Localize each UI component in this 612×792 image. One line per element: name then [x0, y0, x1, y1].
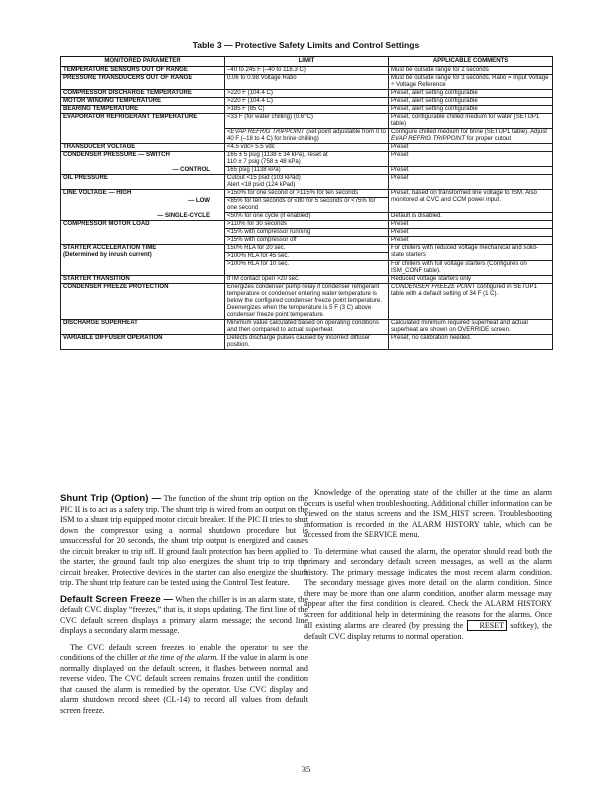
table-row	[61, 144, 553, 152]
comment-cell: Preset, no calibration needed.	[389, 335, 553, 350]
param-cell: CONDENSER PRESSURE — SWITCH	[61, 152, 225, 167]
limit-cell	[225, 129, 389, 144]
table-row	[61, 67, 553, 75]
comment-cell: For chillers with full voltage starters (Configures on ISM_CONF table).	[389, 261, 553, 276]
header-applicable-comments: APPLICABLE COMMENTS	[389, 57, 553, 67]
limit-cell: <4.5 vdc> 5.5 vdc	[225, 144, 389, 152]
page-number: 35	[301, 764, 311, 774]
table-title: Table 3 — Protective Safety Limits and Control Settings	[192, 40, 420, 50]
param-cell: BEARING TEMPERATURE	[61, 106, 225, 114]
table-row	[61, 245, 553, 253]
limit-cell	[225, 152, 389, 167]
param-cell: OIL PRESSURE	[61, 175, 225, 190]
param-cell: DISCHARGE SUPERHEAT	[61, 320, 225, 335]
limit-cell: >220 F (104.4 C)	[225, 98, 389, 106]
determine-text: softkey), the default CVC display returns to normal operation.	[304, 621, 552, 641]
table-row	[61, 335, 553, 350]
comment-cell: Preset	[389, 229, 553, 237]
param-cell: MOTOR WINDING TEMPERATURE	[61, 98, 225, 106]
determine-paragraph	[304, 547, 552, 643]
limit-line: Alert <18 psid (124 kPad)	[227, 182, 296, 188]
table-row	[61, 106, 553, 114]
table-row	[61, 90, 553, 98]
limit-cell: >110% for 30 seconds	[225, 221, 389, 229]
param-cell: COMPRESSOR MOTOR LOAD	[61, 221, 225, 245]
body-column-right	[304, 488, 552, 648]
comment-text: for proper cutout	[465, 136, 512, 142]
limit-cell: 0.06 to 0.98 Voltage Ratio	[225, 75, 389, 90]
comment-cell: Preset, alert setting configurable	[389, 106, 553, 114]
comment-cell: Reduced voltage starters only	[389, 276, 553, 284]
param-cell: — LOW	[61, 198, 225, 213]
determine-text: To determine what caused the alarm, the operator should read both the primary and secondary default screen messages, as well as the alarm history. The primary message indicates the most recent alarm condition. The secondary message gives more detail on the alarm condition. Since there may be more than one alarm condition, another alarm message may appear after the first condition is cleared. Check the ALARM HISTORY screen for additional help in determining the reasons for the alarms. Once all existing alarms are cleared (by pressing the	[304, 546, 552, 630]
reset-softkey: RESET	[467, 620, 507, 631]
limit-cell: If IM contact open >20 sec.	[225, 276, 389, 284]
default-freeze-text: When the chiller is in an alarm state, the default CVC display “freezes,” that is, it stops updating. The first line of the CVC default screen displays a primary alarm message; the second line displays a secondary alarm message.	[60, 594, 308, 635]
limit-cell: –40 to 245 F (–40 to 118.3 C)	[225, 67, 389, 75]
comment-cell: Default is disabled.	[389, 213, 553, 221]
comment-cell: Preset, alert setting configurable	[389, 98, 553, 106]
comment-text: configured in SETUP1 table with a default setting of 34 F (1 C).	[391, 284, 537, 297]
table-row	[61, 75, 553, 90]
limit-cell: <50% for one cycle (if enabled)	[225, 213, 389, 221]
param-cell: TRANSDUCER VOLTAGE	[61, 144, 225, 152]
limit-cell: >150% for one second or >115% for ten seconds	[225, 190, 389, 198]
param-cell: — SINGLE-CYCLE	[61, 213, 225, 221]
protective-safety-limits-table	[60, 56, 553, 350]
comment-text: Configure chilled medium for brine (SETUP1 table). Adjust	[391, 129, 547, 135]
cvc-freeze-italic: at the time of the alarm.	[139, 653, 219, 662]
table-row	[61, 114, 553, 129]
comment-cell: Must be outside range for 3 seconds. Ratio = Input Voltage ÷ Voltage Reference	[389, 75, 553, 90]
table-row	[61, 167, 553, 175]
table-row	[61, 98, 553, 106]
table-row	[61, 175, 553, 190]
comment-cell: Preset, based on transformed line voltage to ISM. Also monitored at CVC and CCM power input.	[389, 190, 553, 213]
table-row	[61, 213, 553, 221]
comment-cell: Preset	[389, 237, 553, 245]
comment-cell: Preset	[389, 221, 553, 229]
limit-line: Cutout <15 psid (103 kPad)	[227, 175, 301, 181]
param-cell: TEMPERATURE SENSORS OUT OF RANGE	[61, 67, 225, 75]
limit-cell: <85% for ten seconds or ≤80 for 5 seconds or <75% for one second	[225, 198, 389, 213]
cvc-freeze-text: If the value in alarm is one normally displayed on the default screen, it flashes between normal and reverse video. The CVC default screen remains frozen until the condition that caused the alarm is remedied by the operator. Use CVC display and alarm shutdown record sheet (CL-14) to record all values from default screen freeze.	[60, 653, 308, 715]
limit-cell	[225, 175, 389, 190]
condenser-freeze-point-term: CONDENSER FREEZE POINT	[391, 284, 476, 290]
param-cell: — CONTROL	[61, 167, 225, 175]
param-cell: STARTER TRANSITION	[61, 276, 225, 284]
param-cell: EVAPORATOR REFRIGERANT TEMPERATURE	[61, 114, 225, 144]
limit-cell: 165 psig (1138 kPa)	[225, 167, 389, 175]
param-cell: LINE VOLTAGE — HIGH	[61, 190, 225, 198]
comment-cell: Preset	[389, 144, 553, 152]
table-header-row	[61, 57, 553, 67]
body-column-left	[60, 488, 308, 722]
limit-cell: >15% with compressor off	[225, 237, 389, 245]
evap-refrig-trippoint-term: EVAP REFRIG TRIPPOINT	[391, 136, 466, 142]
param-cell	[61, 245, 225, 276]
table-row	[61, 152, 553, 167]
evap-refrig-trippoint-term: <EVAP REFRIG TRIPPOINT	[227, 129, 305, 135]
comment-cell: For chillers with reduced voltage mechanical and solid-state starters	[389, 245, 553, 261]
comment-cell: Preset	[389, 167, 553, 175]
param-cell: COMPRESSOR DISCHARGE TEMPERATURE	[61, 90, 225, 98]
comment-cell: Preset, configurable chilled medium for water (SETUP1 table)	[389, 114, 553, 129]
limit-cell: Detects discharge pulses caused by incorrect diffuser position.	[225, 335, 389, 350]
limit-text: (set point adjustable from 0 to 40 F (–18 to 4 C) for brine chilling)	[227, 129, 386, 142]
cvc-freeze-text: The CVC default screen freezes to enable the operator to see the conditions of the chiller	[60, 642, 308, 662]
param-cell: CONDENSER FREEZE PROTECTION	[61, 284, 225, 320]
comment-cell: Preset	[389, 152, 553, 167]
limit-cell: >100% RLA for 45 sec.	[225, 253, 389, 261]
limit-cell: Energizes condenser pump relay if condenser refrigerant temperature or condenser entering water temperature is below the configured condenser freeze point temperature. Deenergizes when the temperature is 5 F (3 C) above condenser freeze point temperature.	[225, 284, 389, 320]
param-line: (Determined by inrush current)	[63, 252, 152, 258]
table-row	[61, 284, 553, 320]
table-row	[61, 320, 553, 335]
param-cell: VARIABLE DIFFUSER OPERATION	[61, 335, 225, 350]
default-freeze-heading: Default Screen Freeze —	[60, 593, 174, 605]
cvc-freeze-paragraph	[60, 643, 308, 717]
limit-cell: >220 F (104.4 C)	[225, 90, 389, 98]
limit-line: 165 ± 5 psig (1138 ± 34 kPa), reset at	[227, 152, 328, 158]
limit-cell: 150% RLA for 20 sec.	[225, 245, 389, 253]
table-row	[61, 221, 553, 229]
comment-cell: Calculated minimum required superheat and actual superheat are shown on OVERRIDE screen.	[389, 320, 553, 335]
comment-cell: Preset, alert setting configurable	[389, 90, 553, 98]
limit-cell: >100% RLA for 10 sec.	[225, 261, 389, 276]
comment-cell	[389, 129, 553, 144]
limit-cell: <33 F (for water chilling) (0.6°C)	[225, 114, 389, 129]
comment-cell: Preset	[389, 175, 553, 190]
knowledge-paragraph: Knowledge of the operating state of the chiller at the time an alarm occurs is useful when troubleshooting. Additional chiller information can be viewed on the status screens and the ISM_HIST screen. Troubleshooting information is recorded in the ALARM HISTORY table, which can be accessed from the SERVICE menu.	[304, 488, 552, 539]
param-line: STARTER ACCELERATION TIME	[63, 245, 157, 251]
shunt-trip-text: The function of the shunt trip option on the PIC II is to act as a safety trip. The shunt trip is wired from an output on the ISM to a shunt trip equipped motor circuit breaker. If the PIC II tries to shut down the compressor using a normal shutdown procedure but is unsuccessful for 20 seconds, the shunt trip output is energized and causes the circuit breaker to trip off. If ground fault protection has been applied to the starter, the ground fault trip also energizes the shunt trip to trip the circuit breaker. Protective devices in the starter can also energize the shunt trip. The shunt trip feature can be tested using the Control Test feature.	[60, 494, 308, 587]
param-cell: PRESSURE TRANSDUCERS OUT OF RANGE	[61, 75, 225, 90]
limit-cell: <15% with compressor running	[225, 229, 389, 237]
comment-cell	[389, 284, 553, 320]
header-monitored-parameter: MONITORED PARAMETER	[61, 57, 225, 67]
table-row	[61, 276, 553, 284]
table-row	[61, 190, 553, 198]
comment-cell: Must be outside range for 2 seconds	[389, 67, 553, 75]
limit-cell: >185 F (85 C)	[225, 106, 389, 114]
shunt-trip-heading: Shunt Trip (Option) —	[60, 493, 162, 504]
limit-cell: Minimum value calculated based on operating conditions and then compared to actual superheat.	[225, 320, 389, 335]
limit-line: 110 ± 7 psig (758 ± 48 kPa)	[227, 159, 301, 165]
header-limit: LIMIT	[225, 57, 389, 67]
